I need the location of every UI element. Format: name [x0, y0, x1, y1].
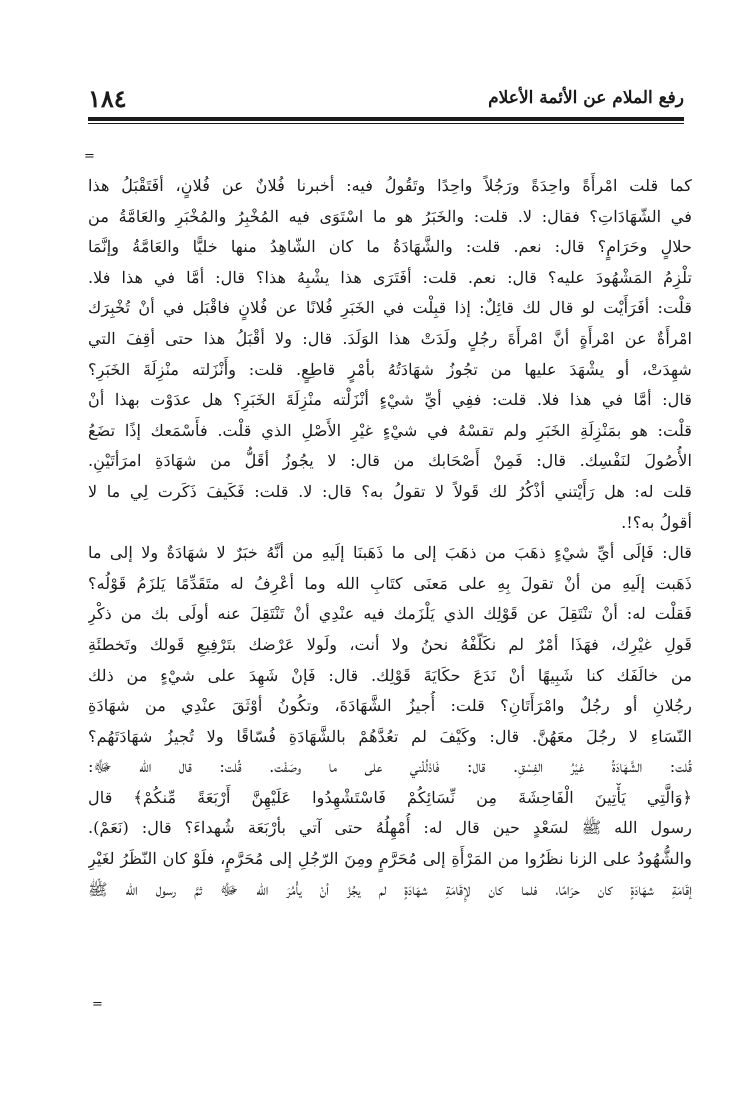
text-line: امْرأَةٌ عن امْرأَةٍ أنَّ امْرأَةَ رجُلٍ ولَدَتْ هذا الوَلَدَ. قال: ولا أقْبَلُ هذا حتى أقِفَ التي: [88, 328, 692, 348]
continuation-mark-top: =: [84, 149, 95, 164]
header-rule-thick: [88, 117, 684, 121]
text-line: كما قلت امْرأَةً واحِدَةً ورَجُلاً واحِدًا وتَقُولُ فيه: أخبرنا فُلانٌ عن فُلانٍ، أفَتَقْبَلُ هذا: [88, 176, 692, 195]
text-line: قُلت: الشَّهَادَةُ غيْرُ الفِسْقِ. قال: فَادْلُلْني على ما وصَفْت. قُلت: قال الله ﷻ:: [88, 757, 692, 777]
text-line: من خالَفَك كنا شَبِيهًا أنْ نَدَعَ حكَايَةَ قَوْلِك. قال: فَإنْ شَهِدَ على شيْءٍ من ذلك: [88, 665, 692, 685]
book-title: رفع الملام عن الأئمة الأعلام: [488, 88, 684, 108]
text-line: حلالٍ وحَرَامٍ؟ قال: نعم. قلت: والشَّهَادَةُ ما كان الشّاهِدُ منها خليًّا والعَامَّةُ وإنَّمَا: [88, 237, 692, 257]
text-line: قلْت: أفَرَأَيْت لو قال لك قائِلٌ: إذا قبِلْت في الخَبَرِ فُلانًا عن فُلانٍ فاقْبَل في أنْ تُخْبِرَك: [88, 298, 692, 318]
text-line: إقَامَةِ شهَادَةٍ كان حرَامًا، فلما كان لإِقَامَةِ شهَادَةٍ لم يجُزْ أنْ يأْمُرَ الله ﷻ ثمَّ رسول الله ﷺ: [88, 879, 692, 899]
running-header: [88, 82, 684, 114]
header-rule-thin: [88, 123, 684, 124]
text-line: النّسَاءِ لا رجُلَ معَهُنَّ. قال: وكَيْفَ لم تعُدَّهُمْ بالشَّهَادَةِ فُسّاقًا ولا تُجيزُ شهَادَتَهُم؟: [88, 726, 692, 746]
continuation-mark-bottom: =: [92, 997, 103, 1012]
page-number: ١٨٤: [88, 84, 127, 113]
text-line: والشُّهُودُ على الزنا نظَرُوا من المَرْأَةِ إلى مُحَرَّمٍ ومِنَ الرّجُلِ إلى مُحَرَّمٍ، فلَوْ كان النّظَرُ لغَيْرِ: [88, 849, 692, 869]
text-line: قلْت: هو بمَنْزِلَةِ الخَبَرِ ولم تقسْهُ في شيْءٍ غيْرِ الأَصْلِ الذي قلْت. فأَسْمَعك إذًا تضَعُ: [88, 420, 692, 440]
text-line: شهِدَتْ، أو يشْهَدَ عليها من تجُوزُ شهَادَتُهُ بأمْرٍ قاطِعٍ. قلت: وأَنْزَلته منْزِلَةَ الخَبَرِ؟: [88, 359, 692, 379]
quran-verse-line: ﴿وَالَّتِي يَأْتِينَ الْفَاحِشَةَ مِن نِّسَائِكُمْ فَاسْتَشْهِدُوا عَلَيْهِنَّ أَرْبَعَةً مِّنكُمْ﴾ قال: [88, 787, 692, 807]
text-line: رسول الله ﷺ لسَعْدٍ حين قال له: أُمْهِلُهُ حتى آتي بأرْبَعَة شُهداءَ؟ قال: (نَعَمْ).: [88, 818, 692, 838]
body-text: [88, 171, 692, 905]
text-line: فَقلْت له: أنْ تنْتَقِلَ عن قَوْلِك الذي يَلْزَمك فيه عنْدِي أنْ تَنْتَقِلَ عنه أولَى بك من ذكْرِ: [88, 604, 692, 624]
text-line: قال: أمَّا في هذا فلا. قلت: ففِي أيِّ شيْءٍ أنْزَلْته منْزِلَةَ الخَبَرِ؟ هل عدَوْت بهذا أنْ: [88, 390, 692, 410]
text-line: قلت له: هل رَأَيْتني أذْكُرُ لك قَولاً لا تقولُ به؟ قال: لا. قلت: فَكَيفَ ذَكَرت لِي ما لا: [88, 481, 692, 501]
text-line: قال: فَإلَى أيِّ شيْءٍ ذهَبَ من ذهَبَ إلى ما ذَهَبنَا إلَيهِ من أنَّهُ خبَرٌ لا شهَادَةٌ ولا إلى ما: [88, 543, 692, 563]
text-line: أقولُ به؟!.: [621, 512, 692, 532]
text-line: قَولِ غيْرِك، فهَذَا أمْرٌ لم نكَلّفْهُ نحنُ ولا أنت، ولَولا عَرْضك بتَرْفِيعِ قَولك وتَخطئَةِ: [88, 634, 692, 654]
text-line: ذَهَبت إلَيهِ من أنْ تقولَ بِهِ على مَعنَى كتَابِ الله وما أعْرِفُ له متَقَدِّمًا يَلزَمُ قَوْلُه؟: [88, 573, 692, 593]
text-line: الأُصُولَ لنَفْسِك. قال: فَمِنْ أَصْحَابك من قال: لا يجُوزُ أقَلُّ من شهَادَةِ امرَأتَيْنِ.: [88, 451, 692, 471]
text-line: رجُلانِ أو رجُلٌ وامْرَأَتَانِ؟ قلت: أُجيزُ الشَّهَادَةَ، وتكُونُ أوْثَقَ عنْدِي من شهَادَةِ: [88, 696, 692, 716]
text-line: تلْزِمُ المَشْهُودَ عليه؟ قال: نعم. قلت: أفَتَرَى هذا يشْبِهُ هذا؟ قال: أمَّا في هذا فلا.: [88, 267, 692, 287]
text-line: في الشّهَادَاتِ؟ فقال: لا. قلت: والخَبَرُ هو ما اسْتَوَى فيه المُخْبِرُ والمُخْبَرِ والعَامَّةُ من: [88, 206, 692, 226]
